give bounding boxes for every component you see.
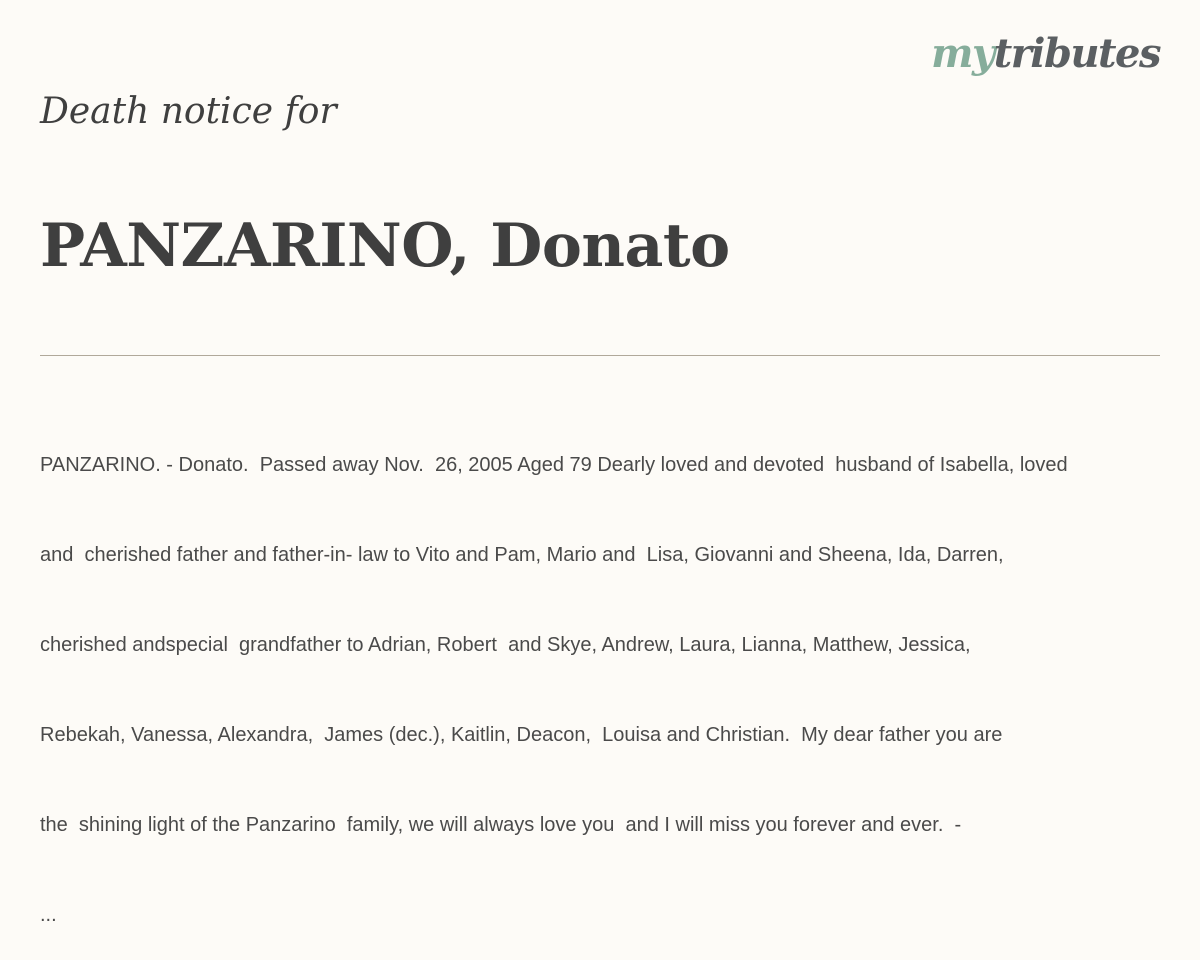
notice-body-line: the shining light of the Panzarino family, we will always love you and I will miss you forever and ever. - — [40, 814, 962, 836]
notice-body-line: Rebekah, Vanessa, Alexandra, James (dec.), Kaitlin, Deacon, Louisa and Christian. My dear father you are — [40, 724, 1003, 746]
notice-body-line: PANZARINO. - Donato. Passed away Nov. 26, 2005 Aged 79 Dearly loved and devoted husband of Isabella, loved — [40, 454, 1068, 476]
deceased-name: PANZARINO, Donato — [40, 211, 730, 281]
notice-body-line: and cherished father and father-in- law to Vito and Pam, Mario and Lisa, Giovanni and Sheena, Ida, Darren, — [40, 544, 1004, 566]
logo-part-my: my — [931, 30, 994, 77]
death-notice-label: Death notice for — [40, 91, 337, 132]
notice-body-line: cherished andspecial grandfather to Adrian, Robert and Skye, Andrew, Laura, Lianna, Matthew, Jessica, — [40, 634, 971, 656]
notice-body-text — [40, 390, 1160, 960]
notice-body-ellipsis: ... — [40, 904, 57, 926]
logo-part-tributes: tributes — [993, 30, 1160, 77]
section-divider — [40, 355, 1160, 356]
mytributes-logo[interactable] — [931, 30, 1160, 77]
